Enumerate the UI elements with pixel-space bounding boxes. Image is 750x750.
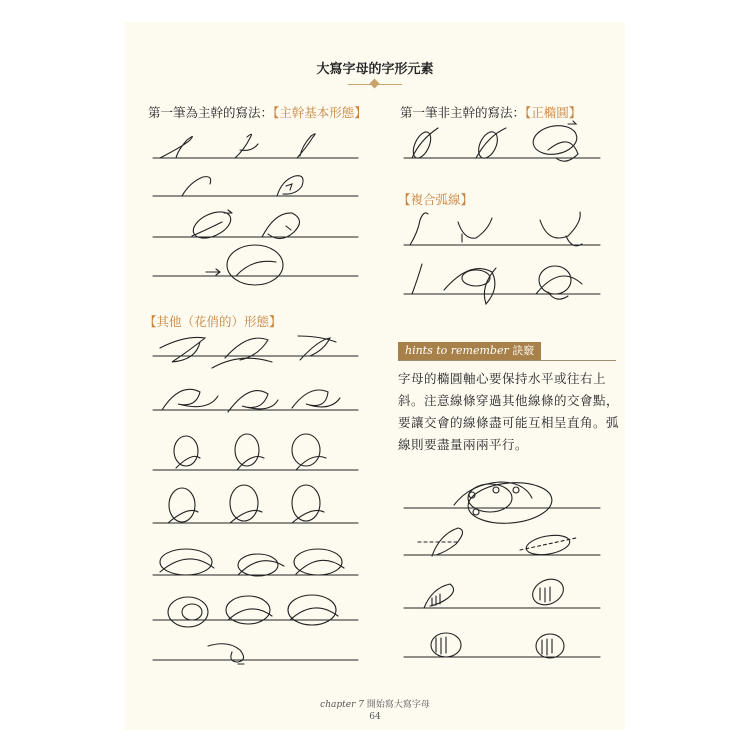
hints-english: hints to remember [405,344,509,357]
heading-non-stem-prefix: 第一筆非主幹的寫法： [400,105,526,120]
fancy-strokes-row-6 [168,595,338,627]
fancy-strokes-row-4 [168,485,324,523]
stem-strokes-row-2 [182,176,303,196]
fancy-strokes-row-1 [160,336,336,368]
footer-chapter-title: 開始寫大寫字母 [366,700,430,710]
example-parallel-row-2 [431,633,564,658]
stem-strokes-row-1 [160,134,315,158]
example-crossing-diagram [454,479,554,526]
heading-main-stem-prefix: 第一筆為主幹的寫法： [148,105,274,120]
page-title: 大寫字母的字形元素 [316,62,434,77]
heading-main-stem-accent: 【主幹基本形態】 [273,105,367,120]
fancy-strokes-row-2 [162,389,340,412]
example-axis-row-1 [418,528,576,558]
heading-fancy-forms-label: 【其他（花俏的）形態】 [144,314,282,329]
footer-chapter [0,697,750,710]
stem-strokes-row-4 [206,245,283,285]
fancy-strokes-row-5 [160,549,344,576]
heading-compound-curves-label: 【複合弧線】 [398,192,474,207]
compound-strokes-row-1 [410,212,582,246]
hints-chinese: 訣竅 [512,344,535,357]
fancy-strokes-row-7 [208,644,244,664]
footer-chapter-label: chapter 7 [320,700,364,710]
fancy-strokes-row-3 [174,434,326,470]
example-parallel-row [424,574,568,609]
hint-paragraph: 字母的橢圓軸心要保持水平或往右上斜。注意線條穿過其他線條的交會點，要讓交會的線條盡可能互相呈直角。弧線則要盡量兩兩平行。 [398,371,620,452]
oval-strokes [410,121,579,161]
heading-non-stem-accent: 【正橢圓】 [525,105,582,120]
compound-strokes-row-2 [412,264,582,304]
page-number: 64 [369,712,381,722]
stem-strokes-row-3 [189,207,299,244]
